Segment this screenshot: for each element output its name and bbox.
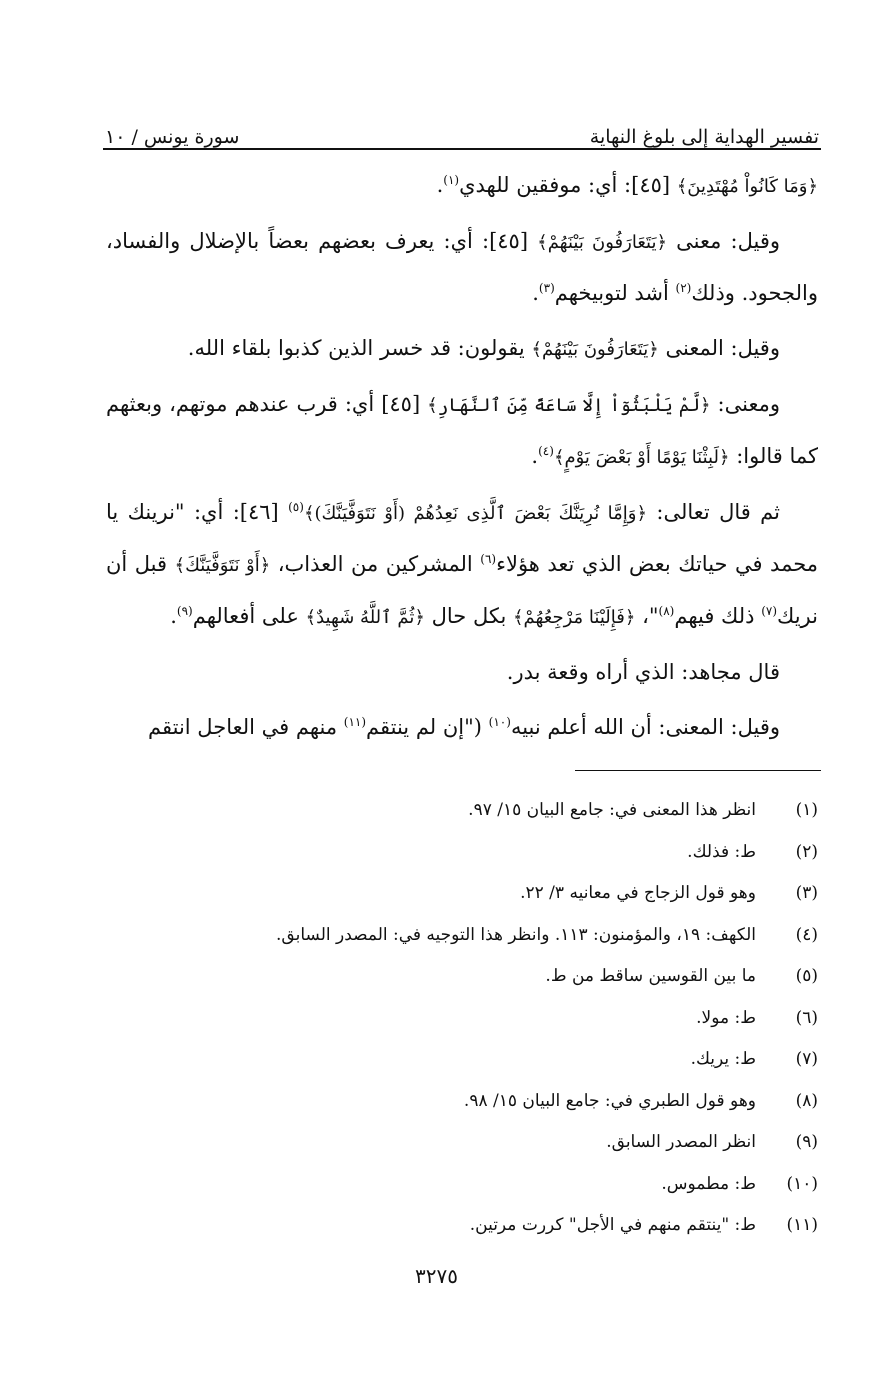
footnote-item: [106, 1205, 818, 1247]
footnote-item: [106, 832, 818, 874]
footnote-text: ط: مطموس.: [661, 1173, 756, 1194]
footnote-number: (٩): [795, 1132, 818, 1152]
surah-label: سورة يونس / ١٠: [105, 126, 240, 148]
main-text: [106, 160, 818, 757]
footnote-item: [106, 915, 818, 957]
footnote-item: [106, 1081, 818, 1123]
footnote-ref: (٣): [538, 281, 555, 295]
footnote-item: [106, 790, 818, 832]
footnote-number: (١٠): [786, 1173, 818, 1194]
text-run: يقولون: قد خسر الذين كذبوا بلقاء الله.: [187, 336, 532, 360]
quran-quote: ﴿لَبِثْنَا يَوْمًا أَوْ بَعْضَ يَوْمٍ﴾: [553, 447, 730, 468]
text-run: .: [531, 444, 539, 468]
text-run: وقيل: المعنى: أن الله أعلم نبيه: [510, 715, 780, 739]
text-run: [٤٥] أي: قرب عندهم موتهم، وبعثهم كما قالوا:: [106, 392, 818, 468]
paragraph-5: [106, 487, 818, 643]
footnote-text: وهو قول الزجاج في معانيه ٣/ ٢٢.: [520, 883, 756, 903]
footnote-item: [106, 998, 818, 1040]
footnote-text: انظر المصدر السابق.: [606, 1132, 756, 1152]
text-run: "،: [635, 604, 659, 628]
text-run: [٤٦]: أي: "نرينك يا محمد في حياتك بعض الذي تعد هؤلاء: [106, 500, 819, 576]
footnote-item: [106, 873, 818, 915]
footnote-ref: (٦): [480, 552, 497, 566]
footnote-text: وهو قول الطبري في: جامع البيان ١٥/ ٩٨.: [463, 1090, 756, 1111]
header-divider: [103, 148, 821, 150]
footnote-number: (٨): [795, 1090, 818, 1111]
paragraph-1: [106, 160, 818, 212]
footnote-ref: (٢): [675, 281, 692, 295]
quran-quote: ﴿أَوْ نَتَوَفَّيَنَّكَ﴾: [174, 555, 271, 576]
text-run: أشد لتوبيخهم: [554, 281, 676, 305]
footnote-item: [106, 956, 818, 998]
text-run: ("إن لم ينتقم: [366, 715, 489, 739]
footnote-number: (٦): [795, 1007, 818, 1028]
footnote-ref: (١٠): [488, 715, 511, 729]
footnote-text: ط: مولا.: [696, 1007, 756, 1028]
footnote-number: (٢): [795, 841, 818, 862]
footnote-ref: (١): [443, 173, 460, 187]
text-run: منهم في العاجل انتقم: [148, 715, 344, 739]
footnote-number: (٧): [795, 1049, 818, 1069]
text-run: ثم قال تعالى:: [647, 500, 780, 524]
footnote-item: [106, 1164, 818, 1206]
page-number: ٣٢٧٥: [415, 1264, 458, 1288]
quran-quote: ﴿وَمَا كَانُواْ مُهْتَدِينَ﴾: [676, 176, 818, 197]
footnote-ref: (٥): [288, 500, 304, 514]
footnote-number: (٣): [795, 883, 818, 903]
footnote-ref: (٧): [761, 604, 778, 618]
text-run: قال مجاهد: الذي أراه وقعة بدر.: [506, 660, 780, 684]
text-run: ذلك فيهم: [674, 604, 762, 628]
text-run: ومعنى:: [710, 392, 780, 416]
text-run: على أفعالهم: [192, 604, 306, 628]
footnote-ref: (١١): [343, 715, 367, 729]
text-run: .: [532, 281, 539, 305]
footnote-text: الكهف: ١٩، والمؤمنون: ١١٣. وانظر هذا التوجيه في: المصدر السابق.: [276, 924, 756, 945]
quran-quote: ﴿يَتَعَارَفُونَ بَيْنَهُمْ﴾: [531, 339, 659, 360]
footnote-item: [106, 1122, 818, 1164]
footnote-text: ما بين القوسين ساقط من ط.: [545, 966, 756, 986]
footnote-divider: [575, 770, 821, 771]
footnote-number: (٥): [795, 966, 818, 986]
text-run: .: [170, 604, 177, 628]
text-run: وقيل: المعنى: [658, 336, 780, 360]
paragraph-3: [106, 323, 818, 375]
footnote-ref: (٨): [658, 604, 675, 618]
footnote-item: [106, 1039, 818, 1081]
text-run: قبل أن نريك: [106, 552, 818, 628]
paragraph-7: [106, 702, 818, 753]
paragraph-6: [106, 647, 818, 698]
paragraph-2: [106, 216, 818, 319]
text-run: المشركين من العذاب،: [270, 552, 481, 576]
text-run: .: [436, 173, 444, 197]
quran-quote: ﴿وَإِمَّا نُرِيَنَّكَ بَعْضَ ٱلَّذِى نَعِدُهُمْ (أَوْ نَتَوَفَّيَنَّكَ)﴾: [303, 503, 647, 524]
footnote-text: ط: فذلك.: [687, 841, 756, 862]
text-run: وقيل: معنى: [667, 229, 780, 253]
footnote-text: ط: "ينتقم منهم في الأجل" كررت مرتين.: [469, 1215, 756, 1235]
text-run: بكل حال: [424, 604, 513, 628]
footnote-ref: (٩): [176, 604, 193, 618]
quran-quote: ﴿فَإِلَيْنَا مَرْجِعُهُمْ﴾: [512, 607, 636, 628]
footnote-number: (١١): [786, 1215, 818, 1235]
quran-quote: ﴿ثُمَّ ٱللَّهُ شَهِيدٌ﴾: [305, 607, 425, 628]
book-title: تفسير الهداية إلى بلوغ النهاية: [589, 126, 819, 148]
quran-quote: ﴿يَتَعَارَفُونَ بَيْنَهُمْ﴾: [537, 232, 668, 253]
footnote-number: (٤): [795, 924, 818, 945]
footnote-text: ط: يريك.: [690, 1049, 756, 1069]
running-header: [105, 112, 819, 148]
footnote-ref: (٤): [538, 444, 554, 458]
text-run: [٤٥]: أي: موفقين للهدي: [459, 173, 677, 197]
footnotes: [106, 790, 818, 1247]
footnote-text: انظر هذا المعنى في: جامع البيان ١٥/ ٩٧.: [468, 800, 756, 820]
paragraph-4: [106, 379, 818, 483]
quran-quote: ﴿لَّمْ يَلْبَثُوٓاْ إِلَّا سَاعَةً مِّنَ ٱلنَّهَارِ﴾: [427, 395, 711, 416]
text-run: [٤٥]: أي: يعرف بعضهم بعضاً بالإضلال والفساد، والجحود. وذلك: [106, 229, 818, 305]
footnote-number: (١): [795, 800, 818, 820]
